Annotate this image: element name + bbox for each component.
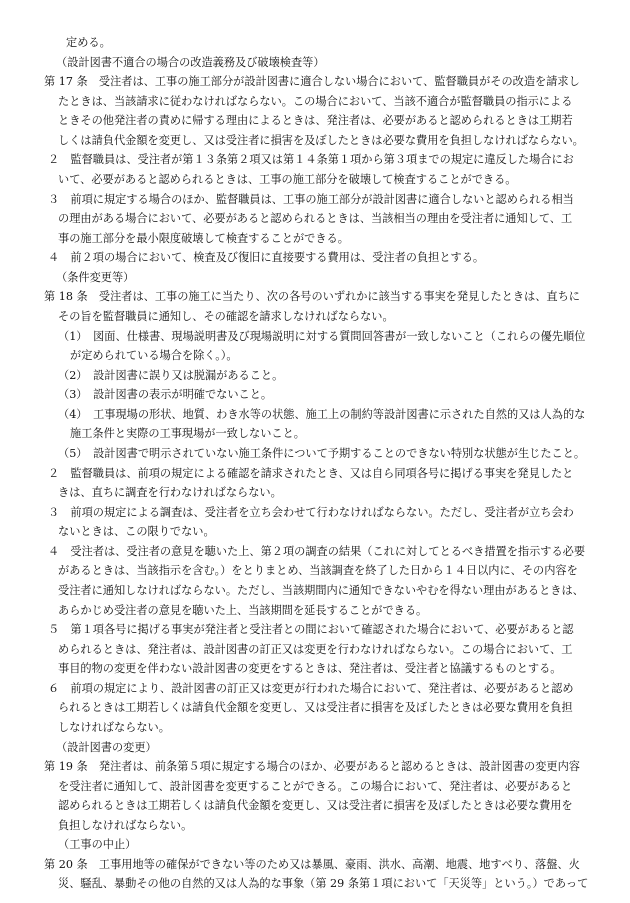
text-line: ４ 受注者は、受注者の意見を聴いた上、第２項の調査の結果（これに対してとるべき措置を指示する必要 xyxy=(48,544,586,558)
text-line: ないときは、この限りでない。 xyxy=(58,525,215,539)
text-line: きは、直ちに調査を行わなければならない。 xyxy=(58,486,282,500)
text-line: 施工条件と実際の工事現場が一致しないこと。 xyxy=(70,427,305,441)
text-line: ３ 前項に規定する場合のほか、監督職員は、工事の施工部分が設計図書に適合しないと認められる相当 xyxy=(48,192,574,206)
text-line: しくは請負代金額を変更し、又は受注者に損害を及ぼしたときは必要な費用を負担しなければならない。 xyxy=(58,133,584,147)
section-heading: （設計図書不適合の場合の改造義務及び破壊検査等） xyxy=(56,55,325,69)
text-line: 定める。 xyxy=(66,36,111,49)
text-line: められるときは、発注者は、設計図書の訂正又は変更を行わなければならない。この場合において、工 xyxy=(58,642,573,656)
text-line: ２ 監督職員は、前項の規定による確認を請求されたとき、又は自ら同項各号に掲げる事実を発見したと xyxy=(48,466,574,480)
text-line: 災、騒乱、暴動その他の自然的又は人為的な事象（第 29 条第１項において「天災等」という。）であって xyxy=(58,877,589,891)
article-18-line: 第 18 条 受注者は、工事の施工に当たり、次の各号のいずれかに該当する事実を発見したときは、直ちに xyxy=(44,290,580,304)
text-line: いて、必要があると認められるときは、工事の施工部分を破壊して検査することができる。 xyxy=(58,173,517,186)
text-line: あらかじめ受注者の意見を聴いた上、当該期間を延長することができる。 xyxy=(58,603,428,617)
list-item-line: （1） 図面、仕様書、現場説明書及び現場説明に対する質問回答書が一致しないこと（これらの優先順位 xyxy=(58,329,586,343)
text-line: 負担しなければならない。 xyxy=(58,818,193,832)
text-line: 認められるときは工期若しくは請負代金額を変更し、又は受注者に損害を及ぼしたときは必要な費用を xyxy=(58,799,573,813)
text-line: られるときは工期若しくは請負代金額を変更し、又は受注者に損害を及ぼしたときは必要な費用を負担 xyxy=(58,701,573,715)
text-line: しなければならない。 xyxy=(58,720,170,734)
list-item-line: （4） 工事現場の形状、地質、わき水等の状態、施工上の制約等設計図書に示された自然的又は人為的な xyxy=(58,407,586,421)
list-item-line: （2） 設計図書に誤り又は脱漏があること。 xyxy=(58,368,284,382)
text-line: ４ 前２項の場合において、検査及び復旧に直接要する費用は、受注者の負担とする。 xyxy=(48,251,485,265)
text-line: その旨を監督職員に通知し、その確認を請求しなければならない。 xyxy=(58,310,394,323)
section-heading: （設計図書の変更） xyxy=(56,740,157,754)
text-line: を受注者に通知して、設計図書を変更することができる。この場合において、発注者は、必要があると xyxy=(58,779,573,793)
list-item-line: （3） 設計図書の表示が明確でないこと。 xyxy=(58,388,273,402)
article-20-line: 第 20 条 工事用地等の確保ができない等のため又は暴風、豪雨、洪水、高潮、地震、地すべり、落盤、火 xyxy=(44,857,580,871)
text-line: たときは、当該請求に従わなければならない。この場合において、当該不適合が監督職員の指示による xyxy=(58,94,573,108)
text-line: （工事の中止） xyxy=(58,838,137,852)
text-line: があるときは、当該指示を含む。）をとりまとめ、当該調査を終了した日から１４日以内に、その内容を xyxy=(58,564,578,578)
text-line: ６ 前項の規定により、設計図書の訂正又は変更が行われた場合において、発注者は、必要があると認め xyxy=(48,681,574,695)
text-line: 受注者に通知しなければならない。ただし、当該期間内に通知できないやむを得ない理由があるときは、 xyxy=(58,583,584,597)
text-line: ２ 監督職員は、受注者が第１３条第２項又は第１４条第１項から第３項までの規定に違反した場合にお xyxy=(48,153,574,167)
text-line: が定められている場合を除く。）。 xyxy=(70,349,238,363)
text-line: ５ 第１項各号に掲げる事実が発注者と受注者との間において確認された場合において、必要があると認 xyxy=(48,623,574,636)
text-line: 事目的物の変更を伴わない設計図書の変更をするときは、発注者は、受注者と協議するものとする。 xyxy=(58,662,562,676)
text-line: の理由がある場合において、必要があると認められるときは、当該相当の理由を受注者に通知して、工 xyxy=(58,212,573,226)
article-17-line: 第 17 条 受注者は、工事の施工部分が設計図書に適合しない場合において、監督職員がその改造を請求し xyxy=(44,75,580,89)
text-line: ３ 前項の規定による調査は、受注者を立ち会わせて行わなければならない。ただし、受注者が立ち会わ xyxy=(48,505,574,519)
text-line: ときその他発注者の責めに帰する理由によるときは、発注者は、必要があると認められるときは工期若 xyxy=(58,114,573,128)
section-heading: （条件変更等） xyxy=(56,270,135,284)
list-item-line: （5） 設計図書で明示されていない施工条件について予期することのできない特別な状態が生じたこと。 xyxy=(58,446,586,460)
text-line: 事の施工部分を最小限度破壊して検査することができる。 xyxy=(58,231,349,245)
article-19-line: 第 19 条 発注者は、前条第５項に規定する場合のほか、必要があると認めるときは、設計図書の変更内容 xyxy=(44,760,580,773)
